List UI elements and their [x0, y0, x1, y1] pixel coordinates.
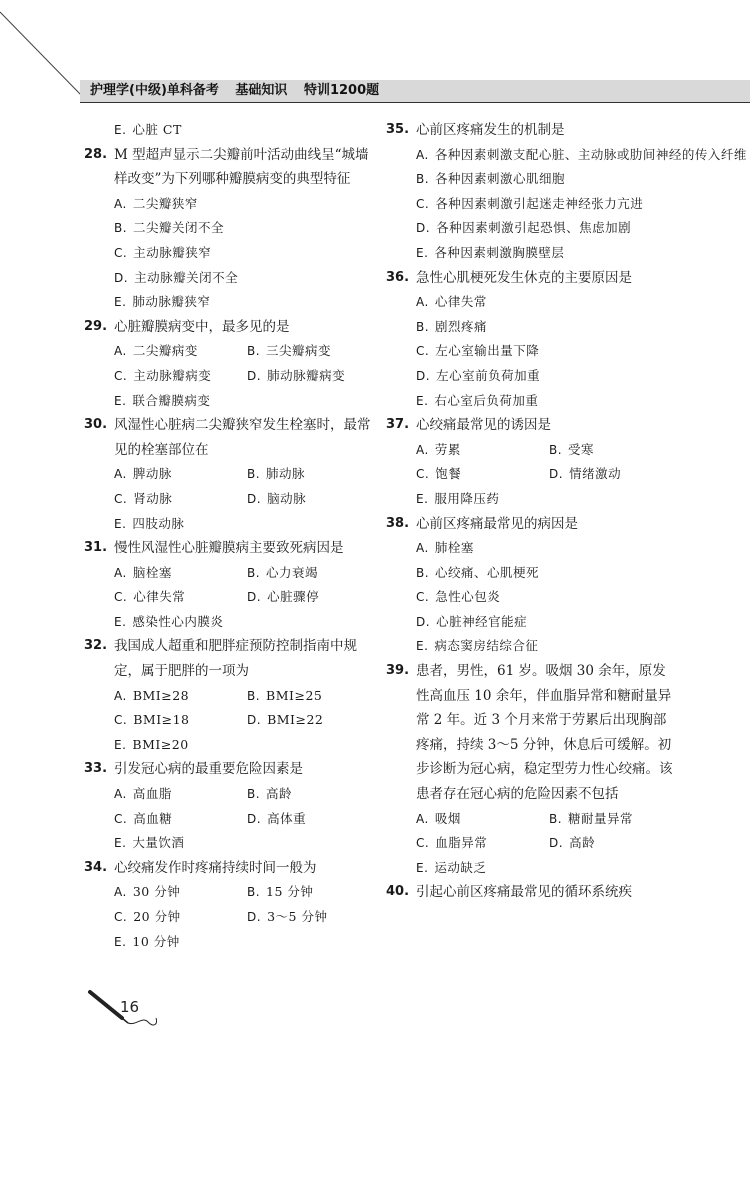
option-label: E.: [114, 836, 127, 851]
answer-option[interactable]: [114, 708, 247, 733]
option-text: 受寒: [568, 441, 595, 457]
answer-option[interactable]: [247, 708, 380, 733]
question-text: 急性心肌梗死发生休克的主要原因是: [416, 269, 632, 286]
option-text: 高龄: [266, 786, 293, 802]
option-text: 心脏 CT: [132, 122, 182, 137]
answer-option[interactable]: [416, 807, 549, 832]
answer-option[interactable]: [114, 905, 247, 930]
option-text: 各种因素刺激心肌细胞: [435, 171, 566, 187]
question-stem: [84, 315, 374, 340]
option-label: B.: [247, 565, 261, 580]
question: [84, 757, 374, 855]
question-text: 慢性风湿性心脏瓣膜病主要致死病因是: [114, 540, 344, 557]
question-stem: [84, 856, 374, 881]
question-number: 37.: [386, 417, 410, 433]
option-text: 四肢动脉: [132, 515, 185, 531]
option-label: A.: [416, 295, 429, 310]
option-text: 30 分钟: [132, 884, 181, 900]
answer-option[interactable]: [247, 462, 380, 487]
question-text: 心前区疼痛发生的机制是: [416, 122, 565, 138]
option-label: D.: [114, 270, 129, 285]
question: [84, 413, 374, 536]
running-header: [90, 81, 391, 101]
option-label: C.: [416, 196, 430, 211]
answer-option[interactable]: [549, 807, 682, 832]
option-list: [386, 438, 676, 512]
option-text: BMI≥22: [267, 712, 324, 728]
option-label: A.: [416, 147, 429, 162]
question-number: 40.: [386, 884, 410, 900]
question-text: 引起心前区疼痛最常见的循环系统疾: [416, 884, 632, 901]
question: [386, 413, 676, 511]
answer-option[interactable]: [114, 339, 247, 364]
header-section: 基础知识: [235, 83, 288, 98]
option-label: E.: [416, 491, 429, 506]
option-label: B.: [416, 319, 430, 334]
question-number: 35.: [386, 122, 410, 137]
option-text: 高血糖: [133, 810, 173, 826]
question-stem: [84, 757, 374, 782]
option-label: C.: [114, 245, 128, 260]
header-series: 特训1200题: [303, 83, 380, 98]
answer-option[interactable]: [549, 438, 682, 463]
option-label: D.: [247, 491, 262, 506]
option-label: A.: [114, 885, 127, 900]
option-label: B.: [549, 811, 563, 826]
option-text: 心脏神经官能症: [436, 613, 528, 629]
option-label: D.: [416, 368, 431, 383]
option-label: B.: [247, 787, 261, 802]
question-stem: [84, 413, 374, 462]
question-number: 29.: [84, 318, 108, 334]
option-text: 肺栓塞: [434, 540, 474, 556]
answer-option[interactable]: [416, 389, 538, 414]
option-text: BMI≥18: [133, 712, 190, 728]
option-list: [84, 782, 374, 856]
option-list: [84, 684, 374, 758]
option-list: [386, 536, 676, 659]
option-list: [84, 561, 374, 635]
question-stem: [386, 118, 676, 143]
question-stem: [386, 413, 676, 438]
option-label: E.: [114, 614, 127, 629]
answer-option[interactable]: [416, 290, 487, 315]
answer-option[interactable]: [247, 487, 380, 512]
answer-option[interactable]: [416, 536, 474, 561]
option-list: [84, 462, 374, 536]
option-text: 情绪激动: [569, 466, 622, 482]
corner-decoration: [0, 0, 90, 100]
question-stem: [84, 536, 374, 561]
answer-option[interactable]: [416, 487, 499, 512]
question-number: 28.: [84, 146, 108, 162]
option-label: C.: [114, 590, 128, 605]
option-text: 各种因素刺激引起迷走神经张力亢进: [435, 195, 644, 211]
option-label: E.: [114, 393, 127, 408]
answer-option[interactable]: [247, 807, 380, 832]
answer-option[interactable]: [247, 684, 380, 709]
question-stem: [386, 266, 676, 291]
option-text: 吸烟: [434, 810, 461, 826]
answer-option[interactable]: [114, 585, 247, 610]
question-text: 心绞痛发作时疼痛持续时间一般为: [114, 859, 317, 876]
option-label: A.: [114, 196, 127, 211]
answer-option[interactable]: [114, 782, 247, 807]
option-label: B.: [247, 467, 261, 482]
option-label: D.: [549, 467, 564, 482]
option-text: 剧烈疼痛: [435, 318, 488, 334]
option-label: C.: [114, 811, 128, 826]
answer-option[interactable]: [416, 143, 747, 168]
option-label: D.: [247, 590, 262, 605]
answer-option[interactable]: [416, 364, 540, 389]
option-label: D.: [247, 910, 262, 924]
answer-option[interactable]: [114, 733, 189, 758]
answer-option[interactable]: [114, 930, 180, 955]
answer-option[interactable]: [247, 364, 380, 389]
question: [386, 118, 747, 266]
answer-option[interactable]: [549, 831, 682, 856]
answer-option[interactable]: [114, 487, 247, 512]
question-text: M 型超声显示二尖瓣前叶活动曲线呈“城墙样改变”为下列哪种瓣膜病变的典型特征: [114, 146, 369, 188]
question-text: 患者，男性，61 岁。吸烟 30 余年，原发性高血压 10 余年，伴血脂异常和糖耐量异常 2 年。近 3 个月来常于劳累后出现胸部疼痛，持续 3～5 分钟，休息后可缓解。初步诊断为冠心病，稳定型劳力性心绞痛。该患者存在冠心病的危险因素不包括: [416, 663, 673, 803]
answer-option[interactable]: [114, 807, 247, 832]
question-stem: [386, 512, 676, 537]
question-text: 心绞痛最常见的诱因是: [416, 417, 551, 434]
question-number: 36.: [386, 269, 410, 285]
option-list: [84, 880, 374, 954]
option-text: 主动脉瓣狭窄: [133, 244, 212, 260]
option-text: 10 分钟: [132, 933, 180, 949]
option-text: 高血脂: [132, 786, 172, 802]
page-number: 16: [120, 998, 140, 1016]
question: [84, 315, 374, 413]
question-number: 33.: [84, 761, 108, 777]
option-text: 服用降压药: [434, 490, 500, 506]
answer-option[interactable]: [549, 462, 682, 487]
option-text: 3～5 分钟: [267, 909, 328, 924]
question-text: 风湿性心脏病二尖瓣狭窄发生栓塞时，最常见的栓塞部位在: [114, 417, 371, 458]
question-stem: [386, 659, 676, 807]
option-label: C.: [114, 713, 128, 728]
option-label: C.: [416, 344, 430, 359]
option-label: D.: [247, 811, 262, 826]
option-text: 二尖瓣狭窄: [132, 195, 198, 211]
option-label: D.: [549, 836, 564, 851]
question: [84, 634, 374, 757]
option-label: B.: [247, 688, 261, 703]
answer-option[interactable]: [416, 192, 643, 217]
option-text: 主动脉瓣关闭不全: [134, 269, 239, 285]
answer-option[interactable]: [416, 241, 564, 266]
option-label: E.: [416, 860, 429, 875]
option-label: A.: [114, 344, 127, 359]
option-label: B.: [416, 565, 430, 580]
option-text: 饱餐: [435, 466, 462, 482]
option-text: 肺动脉瓣狭窄: [132, 294, 211, 310]
option-text: 二尖瓣病变: [132, 343, 198, 359]
option-label: B.: [416, 172, 430, 187]
option-text: 脑栓塞: [132, 564, 172, 580]
option-text: BMI≥20: [132, 736, 189, 752]
option-text: 各种因素刺激引起恐惧、焦虑加剧: [436, 220, 632, 236]
option-list: [386, 290, 676, 413]
option-text: 心律失常: [133, 589, 186, 605]
option-label: E.: [416, 245, 429, 260]
answer-option[interactable]: [416, 561, 539, 586]
question-stem: [84, 634, 374, 683]
option-text: 右心室后负荷加重: [434, 392, 539, 408]
option-text: 各种因素刺激胸膜壁层: [434, 244, 565, 260]
option-text: 左心室输出量下降: [435, 343, 540, 359]
question-number: 32.: [84, 638, 108, 654]
option-text: 心律失常: [434, 294, 487, 310]
option-label: E.: [114, 295, 127, 310]
question: [84, 536, 374, 634]
option-list: [84, 192, 374, 315]
option-text: 二尖瓣关闭不全: [133, 220, 225, 236]
question-text: 引发冠心病的最重要危险因素是: [114, 761, 303, 778]
answer-option[interactable]: [247, 339, 380, 364]
answer-option[interactable]: [416, 634, 538, 659]
continuation-option: [84, 118, 374, 143]
option-label: C.: [416, 467, 430, 482]
answer-option[interactable]: [247, 585, 380, 610]
option-text: 血脂异常: [435, 835, 488, 851]
question-text: 我国成人超重和肥胖症预防控制指南中规定，属于肥胖的一项为: [114, 638, 357, 680]
question-stem: [386, 880, 676, 905]
option-text: 肺动脉瓣病变: [267, 367, 346, 383]
answer-option[interactable]: [114, 241, 211, 266]
option-text: 脾动脉: [132, 466, 172, 482]
question: [386, 266, 676, 414]
answer-option[interactable]: [114, 462, 247, 487]
answer-option[interactable]: [114, 192, 198, 217]
question: [84, 143, 374, 315]
option-label: C.: [416, 590, 430, 605]
option-text: 联合瓣膜病变: [132, 392, 211, 408]
option-label: B.: [247, 885, 261, 900]
option-label: D.: [416, 221, 431, 236]
option-text: 高体重: [267, 810, 307, 826]
answer-option[interactable]: [416, 339, 539, 364]
question: [84, 856, 374, 954]
answer-option[interactable]: [114, 216, 224, 241]
answer-option[interactable]: [247, 782, 380, 807]
option-label: B.: [247, 344, 261, 359]
question-number: 34.: [84, 859, 108, 875]
option-label: E.: [114, 123, 127, 137]
option-label: E.: [416, 393, 429, 408]
option-text: 肾动脉: [133, 490, 173, 506]
answer-option[interactable]: [247, 880, 380, 905]
option-text: 大量饮酒: [132, 835, 185, 851]
option-label: E.: [114, 737, 127, 752]
option-text: 15 分钟: [266, 884, 314, 900]
option-label: A.: [416, 442, 429, 457]
option-label: A.: [114, 467, 127, 482]
left-column: [84, 118, 374, 954]
option-label: E.: [114, 934, 127, 949]
option-label: A.: [114, 688, 127, 703]
option-list: [386, 807, 676, 881]
option-text: 各种因素刺激支配心脏、主动脉或肋间神经的传入纤维: [434, 146, 747, 162]
question-stem: [84, 143, 374, 192]
answer-option[interactable]: [416, 462, 549, 487]
header-rule: [80, 102, 750, 103]
option-label: C.: [114, 491, 128, 506]
option-text: 心脏骤停: [267, 589, 320, 605]
option-text: 高龄: [569, 835, 596, 851]
option-text: 病态窦房结综合征: [434, 638, 539, 654]
option-text: 左心室前负荷加重: [436, 367, 541, 383]
option-text: 肺动脉: [266, 466, 306, 482]
option-label: A.: [114, 787, 127, 802]
option-label: A.: [416, 541, 429, 556]
answer-option[interactable]: [416, 438, 549, 463]
answer-option[interactable]: [114, 364, 247, 389]
option-text: 主动脉瓣病变: [133, 367, 212, 383]
question-number: 38.: [386, 515, 410, 531]
option-label: E.: [416, 639, 429, 654]
question-text: 心前区疼痛最常见的病因是: [416, 515, 578, 532]
option-label: D.: [416, 614, 431, 629]
right-column: [386, 118, 747, 905]
option-label: C.: [114, 910, 128, 924]
option-text: 急性心包炎: [435, 589, 501, 605]
answer-option[interactable]: [114, 266, 238, 291]
option-text: 劳累: [434, 441, 461, 457]
answer-option[interactable]: [247, 561, 380, 586]
option-text: 脑动脉: [267, 490, 307, 506]
header-book-title: 护理学(中级)单科备考: [90, 83, 219, 98]
option-text: BMI≥28: [132, 687, 190, 703]
question-text: 心脏瓣膜病变中，最多见的是: [114, 318, 290, 335]
answer-option[interactable]: [114, 512, 184, 537]
answer-option[interactable]: [416, 831, 549, 856]
option-label: C.: [416, 836, 430, 851]
option-label: D.: [247, 368, 262, 383]
answer-option[interactable]: [114, 684, 247, 709]
answer-option[interactable]: [416, 856, 486, 881]
option-label: B.: [114, 221, 128, 236]
answer-option[interactable]: [114, 610, 223, 635]
option-text: 糖耐量异常: [568, 810, 634, 826]
question-number: 31.: [84, 540, 108, 556]
option-text: 心绞痛、心肌梗死: [435, 564, 540, 580]
option-text: 心力衰竭: [266, 564, 319, 580]
option-list: [386, 143, 747, 266]
answer-option[interactable]: [114, 561, 247, 586]
answer-option[interactable]: [247, 905, 380, 930]
question: [386, 880, 676, 905]
option-text: BMI≥25: [266, 687, 323, 703]
answer-option[interactable]: [114, 290, 210, 315]
option-label: E.: [114, 516, 127, 531]
option-text: 运动缺乏: [434, 859, 487, 875]
option-label: A.: [416, 811, 429, 826]
option-label: D.: [247, 713, 262, 728]
answer-option[interactable]: [416, 216, 631, 241]
question: [386, 659, 676, 880]
option-label: B.: [549, 442, 563, 457]
option-text: 感染性心内膜炎: [132, 613, 224, 629]
answer-option[interactable]: [416, 167, 565, 192]
option-list: [84, 339, 374, 413]
answer-option[interactable]: [114, 880, 247, 905]
question: [386, 512, 676, 660]
answer-option[interactable]: [114, 831, 184, 856]
option-text: 20 分钟: [133, 909, 181, 924]
answer-option[interactable]: [416, 315, 487, 340]
question-number: 39.: [386, 663, 410, 679]
option-label: C.: [114, 368, 128, 383]
answer-option[interactable]: [114, 389, 210, 414]
option-label: A.: [114, 565, 127, 580]
question-number: 30.: [84, 417, 108, 433]
option-text: 三尖瓣病变: [266, 343, 332, 359]
answer-option[interactable]: [416, 610, 527, 635]
answer-option[interactable]: [416, 585, 500, 610]
